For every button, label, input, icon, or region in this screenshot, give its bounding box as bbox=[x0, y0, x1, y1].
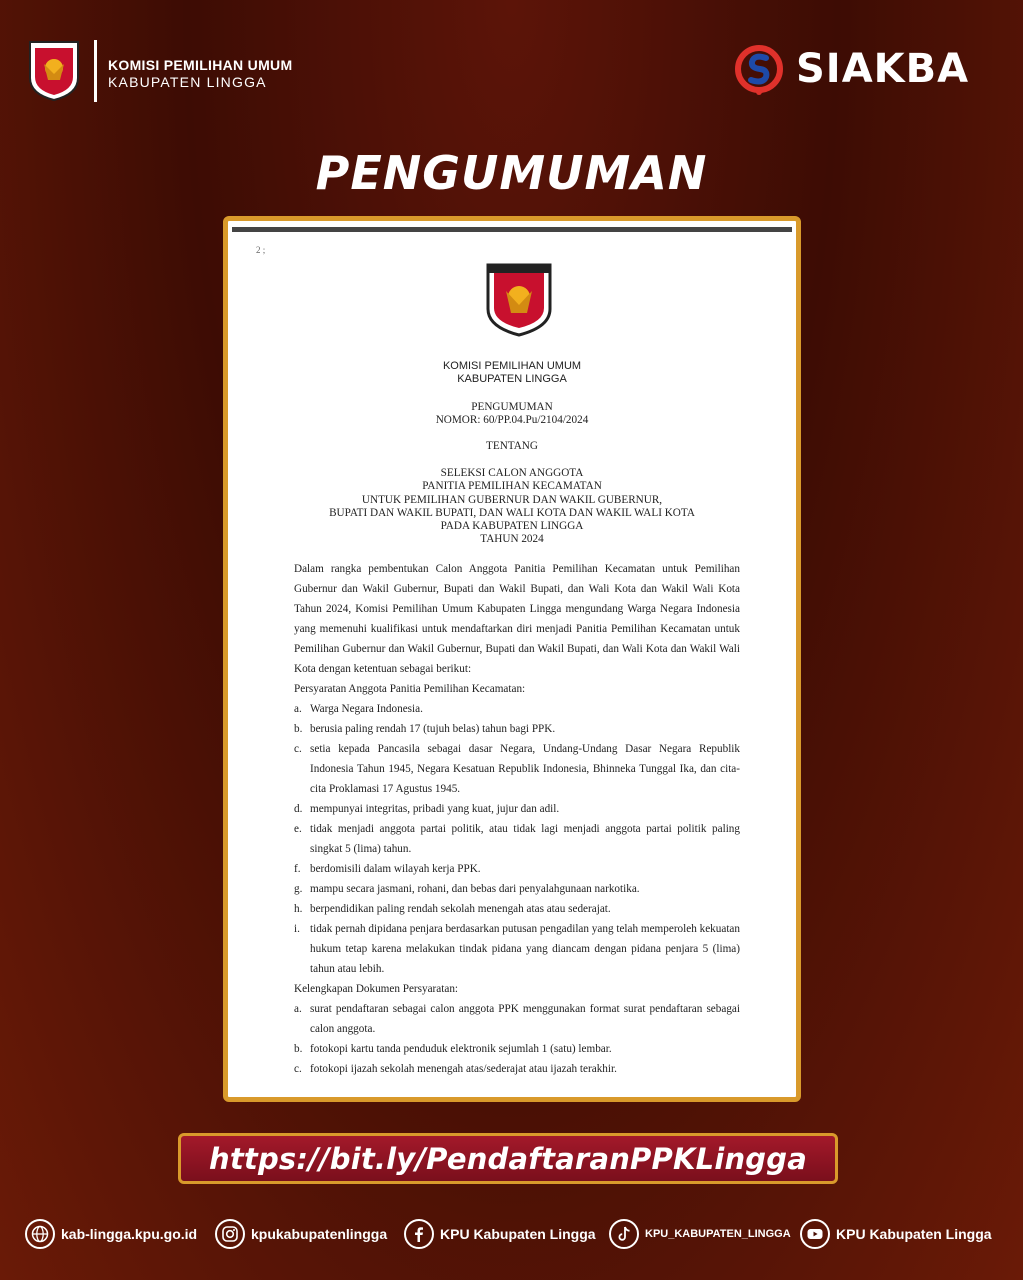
document-body bbox=[294, 559, 740, 1079]
list-marker: a. bbox=[294, 1003, 302, 1015]
subject-line: BUPATI DAN WAKIL BUPATI, DAN WALI KOTA DAN WAKIL WALI KOTA bbox=[329, 506, 695, 519]
list-marker: i. bbox=[294, 923, 300, 935]
list-marker: b. bbox=[294, 1043, 303, 1055]
list-item bbox=[294, 899, 740, 919]
footer-youtube[interactable] bbox=[800, 1218, 992, 1250]
list-item bbox=[294, 919, 740, 979]
document-org-line2: KABUPATEN LINGGA bbox=[457, 373, 567, 385]
footer-instagram[interactable] bbox=[215, 1218, 387, 1250]
page-headline: PENGUMUMAN bbox=[315, 146, 708, 200]
documents-heading: Kelengkapan Dokumen Persyaratan: bbox=[294, 983, 459, 995]
facebook-label[interactable]: KPU Kabupaten Lingga bbox=[440, 1226, 596, 1242]
subject-line: SELEKSI CALON ANGGOTA bbox=[440, 467, 584, 479]
document-about: TENTANG bbox=[486, 440, 538, 452]
document-announcement-title: PENGUMUMAN bbox=[471, 401, 553, 413]
instagram-label[interactable]: kpukabupatenlingga bbox=[251, 1226, 388, 1242]
list-marker: c. bbox=[294, 743, 302, 755]
list-marker: c. bbox=[294, 1063, 302, 1075]
list-item bbox=[294, 719, 740, 739]
list-item bbox=[294, 699, 740, 719]
social-footer bbox=[0, 1218, 1023, 1250]
instagram-icon bbox=[215, 1219, 245, 1249]
org-name-line2: KABUPATEN LINGGA bbox=[108, 74, 267, 90]
list-text: berusia paling rendah 17 (tujuh belas) tahun bagi PPK. bbox=[310, 723, 556, 735]
subject-line: PANITIA PEMILIHAN KECAMATAN bbox=[422, 480, 602, 493]
document-corner-mark: 2 ; bbox=[256, 245, 266, 255]
intro-paragraph: Dalam rangka pembentukan Calon Anggota Panitia Pemilihan Kecamatan untuk Pemilihan Gubernur dan Wakil Gubernur, Bupati dan Wakil Bupati, dan Wali Kota dan Wakil Wali Kota Tahun 2024, Komisi Pemilihan Umum Kabupaten Lingga mengundang Warga Negara Indonesia yang memenuhi kualifikasi untuk mendaftarkan diri menjadi Panitia Pemilihan Kecamatan untuk Pemilihan Gubernur dan Wakil Gubernur, Bupati dan Wakil Bupati, dan Wali Kota dan Wakil Wali Kota dengan ketentuan sebagai berikut: bbox=[294, 563, 740, 675]
list-text: fotokopi ijazah sekolah menengah atas/sederajat atau ijazah terakhir. bbox=[310, 1063, 617, 1075]
list-item bbox=[294, 859, 740, 879]
document-org bbox=[228, 360, 796, 386]
list-marker: g. bbox=[294, 883, 303, 895]
document-kpu-emblem bbox=[484, 261, 554, 337]
subject-line: TAHUN 2024 bbox=[480, 533, 544, 546]
list-text: tidak pernah dipidana penjara berdasarkan putusan pengadilan yang telah memperoleh kekuatan hukum tetap karena melakukan tindak pidana yang diancam dengan pidana penjara 5 (lima) tahun atau lebih. bbox=[310, 923, 740, 975]
list-marker: d. bbox=[294, 803, 303, 815]
siakba-icon bbox=[734, 42, 784, 96]
document-subject bbox=[228, 467, 796, 547]
list-item bbox=[294, 799, 740, 819]
document-number: NOMOR: 60/PP.04.Pu/2104/2024 bbox=[435, 414, 589, 426]
list-text: berdomisili dalam wilayah kerja PPK. bbox=[310, 863, 481, 875]
subject-line: UNTUK PEMILIHAN GUBERNUR DAN WAKIL GUBERNUR, bbox=[361, 493, 663, 506]
kpu-logo bbox=[26, 38, 82, 102]
siakba-brand bbox=[734, 42, 969, 96]
header-org bbox=[108, 57, 292, 91]
registration-link-text[interactable]: https://bit.ly/PendaftaranPPKLingga bbox=[208, 1141, 807, 1176]
list-item bbox=[294, 999, 740, 1039]
requirements-heading: Persyaratan Anggota Panitia Pemilihan Kecamatan: bbox=[294, 683, 526, 695]
footer-facebook[interactable] bbox=[404, 1218, 596, 1250]
list-marker: b. bbox=[294, 723, 303, 735]
footer-website[interactable] bbox=[25, 1218, 197, 1250]
list-text: mempunyai integritas, pribadi yang kuat, jujur dan adil. bbox=[310, 803, 560, 815]
document-org-line1: KOMISI PEMILIHAN UMUM bbox=[442, 360, 582, 372]
list-item bbox=[294, 879, 740, 899]
tiktok-icon bbox=[609, 1219, 639, 1249]
document-frame bbox=[223, 216, 801, 1102]
list-marker: f. bbox=[294, 863, 301, 875]
list-text: berpendidikan paling rendah sekolah menengah atas atau sederajat. bbox=[310, 903, 611, 915]
list-marker: a. bbox=[294, 703, 302, 715]
website-label[interactable]: kab-lingga.kpu.go.id bbox=[61, 1226, 198, 1242]
youtube-label[interactable]: KPU Kabupaten Lingga bbox=[836, 1226, 992, 1242]
announcement-document bbox=[228, 221, 796, 1097]
list-text: fotokopi kartu tanda penduduk elektronik sejumlah 1 (satu) lembar. bbox=[310, 1043, 612, 1055]
footer-tiktok[interactable] bbox=[609, 1218, 791, 1250]
list-text: mampu secara jasmani, rohani, dan bebas dari penyalahgunaan narkotika. bbox=[310, 883, 640, 895]
youtube-icon bbox=[800, 1219, 830, 1249]
subject-line: PADA KABUPATEN LINGGA bbox=[440, 520, 584, 533]
header-divider bbox=[94, 40, 97, 102]
org-name-line1: KOMISI PEMILIHAN UMUM bbox=[108, 57, 293, 73]
facebook-icon bbox=[404, 1219, 434, 1249]
list-item bbox=[294, 739, 740, 799]
list-item bbox=[294, 819, 740, 859]
list-text: setia kepada Pancasila sebagai dasar Negara, Undang-Undang Dasar Negara Republik Indonesia Tahun 1945, Negara Kesatuan Republik Indonesia, Bhinneka Tunggal Ika, dan cita-cita Proklamasi 17 Agustus 1945. bbox=[310, 743, 740, 795]
list-marker: e. bbox=[294, 823, 302, 835]
list-marker: h. bbox=[294, 903, 303, 915]
list-item bbox=[294, 1059, 740, 1079]
list-item bbox=[294, 1039, 740, 1059]
globe-icon bbox=[25, 1219, 55, 1249]
tiktok-label[interactable]: KPU_KABUPATEN_LINGGA bbox=[645, 1228, 791, 1240]
list-text: surat pendaftaran sebagai calon anggota PPK menggunakan format surat pendaftaran sebagai calon anggota. bbox=[310, 1003, 740, 1035]
siakba-label: SIAKBA bbox=[796, 46, 970, 92]
registration-link[interactable] bbox=[178, 1133, 838, 1184]
list-text: tidak menjadi anggota partai politik, atau tidak lagi menjadi anggota partai politik paling singkat 5 (lima) tahun. bbox=[310, 823, 740, 855]
list-text: Warga Negara Indonesia. bbox=[310, 703, 423, 715]
document-announcement bbox=[228, 401, 796, 427]
